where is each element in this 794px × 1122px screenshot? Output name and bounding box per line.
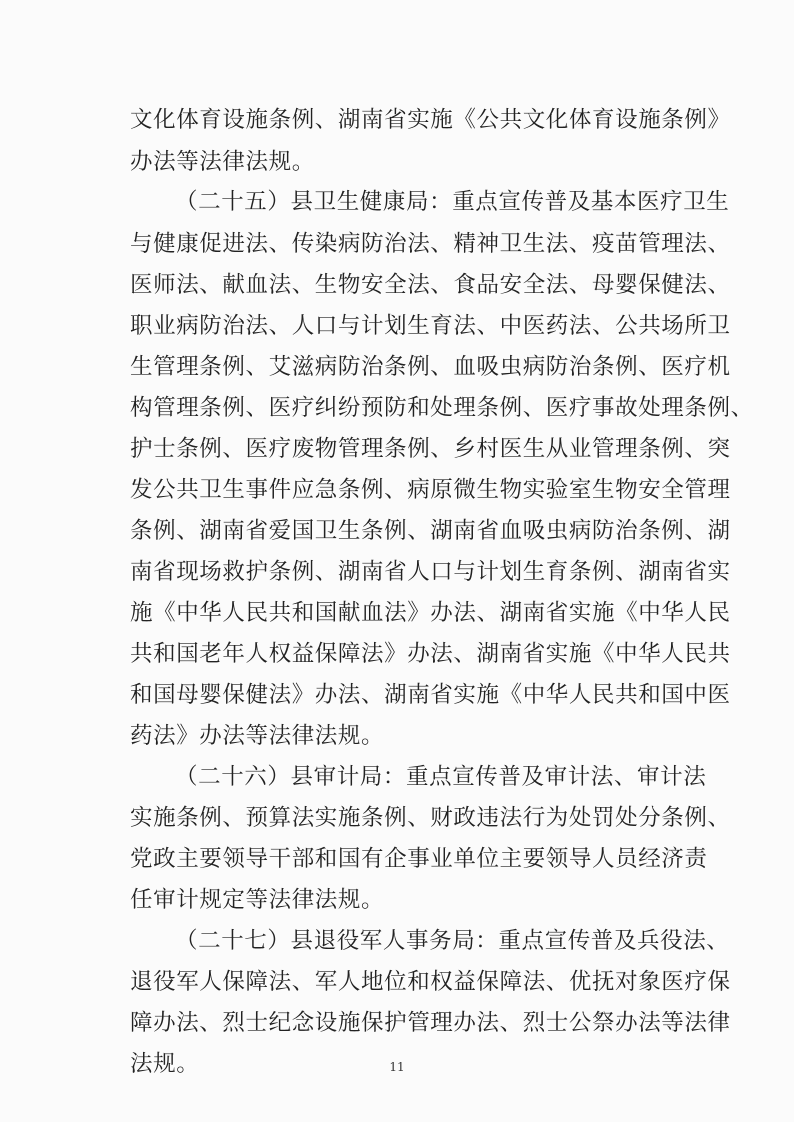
text-line-9: 护士条例、医疗废物管理条例、乡村医生从业管理条例、突: [130, 436, 731, 462]
text-line-4: 与健康促进法、传染病防治法、精神卫生法、疫苗管理法、: [130, 231, 731, 257]
text-line-2: 办法等法律法规。: [130, 149, 315, 175]
text-line-15: 和国母婴保健法》办法、湖南省实施《中华人民共和国中医: [130, 682, 731, 708]
text-line-19: 党政主要领导干部和国有企事业单位主要领导人员经济责: [130, 846, 708, 872]
text-line-10: 发公共卫生事件应急条例、病原微生物实验室生物安全管理: [130, 477, 731, 503]
text-line-14: 共和国老年人权益保障法》办法、湖南省实施《中华人民共: [130, 641, 731, 667]
text-line-23: 障办法、烈士纪念设施保护管理办法、烈士公祭办法等法律: [130, 1010, 731, 1036]
page-number: 11: [389, 1060, 405, 1074]
text-line-6: 职业病防治法、人口与计划生育法、中医药法、公共场所卫: [130, 313, 731, 339]
text-line-7: 生管理条例、艾滋病防治条例、血吸虫病防治条例、医疗机: [130, 354, 731, 380]
text-line-8: 构管理条例、医疗纠纷预防和处理条例、医疗事故处理条例、: [130, 395, 754, 421]
text-line-1: 文化体育设施条例、湖南省实施《公共文化体育设施条例》: [130, 107, 731, 133]
text-line-17: （二十六）县审计局：重点宣传普及审计法、审计法: [175, 764, 707, 790]
text-line-5: 医师法、献血法、生物安全法、食品安全法、母婴保健法、: [130, 272, 731, 298]
text-line-21: （二十七）县退役军人事务局：重点宣传普及兵役法、: [175, 928, 730, 954]
text-line-12: 南省现场救护条例、湖南省人口与计划生育条例、湖南省实: [130, 559, 731, 585]
text-line-18: 实施条例、预算法实施条例、财政违法行为处罚处分条例、: [130, 805, 731, 831]
text-line-3: （二十五）县卫生健康局：重点宣传普及基本医疗卫生: [175, 189, 730, 215]
text-line-22: 退役军人保障法、军人地位和权益保障法、优抚对象医疗保: [130, 969, 731, 995]
text-line-24: 法规。: [130, 1051, 200, 1077]
text-line-20: 任审计规定等法律法规。: [130, 887, 385, 913]
text-line-13: 施《中华人民共和国献血法》办法、湖南省实施《中华人民: [130, 600, 731, 626]
text-line-16: 药法》办法等法律法规。: [130, 723, 385, 749]
text-line-11: 条例、湖南省爱国卫生条例、湖南省血吸虫病防治条例、湖: [130, 518, 731, 544]
